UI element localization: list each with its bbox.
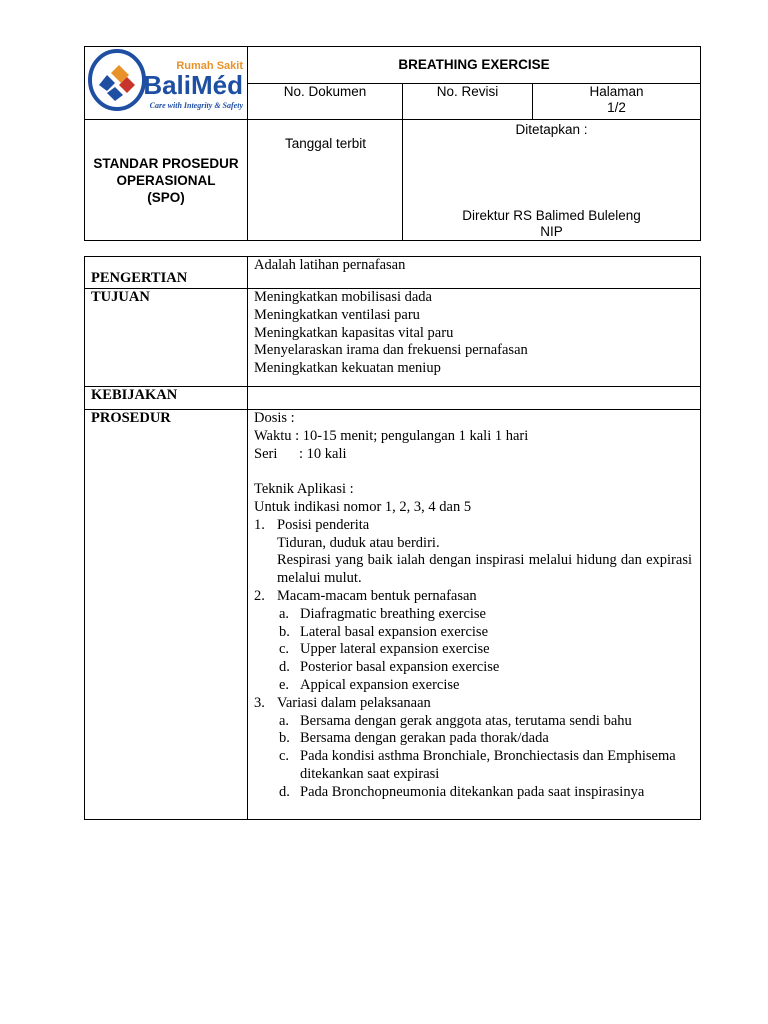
indikasi-text: Untuk indikasi nomor 1, 2, 3, 4 dan 5 [254, 498, 472, 515]
tujuan-list [248, 289, 701, 387]
tujuan-item: Meningkatkan ventilasi paru [254, 306, 420, 323]
ditetapkan-label: Ditetapkan : [515, 122, 588, 137]
no-revisi-label: No. Revisi [403, 83, 533, 120]
spo-line-1: STANDAR PROSEDUR [93, 155, 239, 171]
procedure-step [254, 695, 692, 802]
dosis-label: Dosis : [254, 409, 295, 426]
pengertian-label: PENGERTIAN [85, 257, 248, 289]
kebijakan-label: KEBIJAKAN [85, 386, 248, 409]
step-subitem: b. Lateral basal expansion exercise [279, 623, 489, 640]
spo-line-2: OPERASIONAL [116, 172, 216, 188]
teknik-label: Teknik Aplikasi : [254, 481, 354, 498]
nip-label: NIP [540, 224, 563, 239]
ditetapkan-cell [403, 120, 701, 241]
step-subitems [277, 713, 692, 802]
tujuan-item: Menyelaraskan irama dan frekuensi pernafasan [254, 342, 528, 359]
step-number: 1. [254, 516, 265, 533]
tujuan-item: Meningkatkan kekuatan meniup [254, 360, 441, 377]
step-title: Macam-macam bentuk pernafasan [277, 587, 477, 604]
prosedur-label: PROSEDUR [85, 409, 248, 819]
tujuan-item: Meningkatkan mobilisasi dada [254, 289, 432, 305]
tanggal-terbit-label: Tanggal terbit [248, 120, 403, 241]
step-title: Variasi dalam pelaksanaan [277, 694, 431, 711]
step-subitems [277, 606, 692, 695]
step-subitem: b. Bersama dengan gerakan pada thorak/dada [279, 730, 549, 747]
document-title: BREATHING EXERCISE [248, 47, 701, 84]
prosedur-content [248, 409, 701, 819]
halaman-cell [533, 83, 701, 120]
procedure-steps [254, 517, 692, 802]
step-number: 2. [254, 587, 265, 604]
spacer [254, 463, 692, 481]
logo-tagline-text: Care with Integrity & Safety [149, 101, 243, 110]
seri-row [254, 446, 692, 464]
logo-brand-text: BaliMéd [143, 70, 243, 100]
no-dokumen-label: No. Dokumen [248, 83, 403, 120]
halaman-value: 1/2 [607, 99, 626, 115]
spo-content-table [84, 256, 701, 820]
step-subitem: a. Bersama dengan gerak anggota atas, terutama sendi bahu [279, 712, 632, 729]
halaman-label: Halaman [589, 83, 644, 99]
seri-label: Seri [254, 445, 278, 462]
step-title: Posisi penderita [277, 516, 370, 533]
direktur-label: Direktur RS Balimed Buleleng [462, 208, 641, 223]
step-line: Respirasi yang baik ialah dengan inspirasi melalui hidung dan expirasi melalui mulut. [277, 552, 692, 587]
balimed-logo-icon [85, 47, 248, 116]
step-subitem: c. Pada kondisi asthma Bronchiale, Bronchiectasis dan Emphisema ditekankan saat expirasi [279, 748, 676, 782]
pengertian-text: Adalah latihan pernafasan [248, 257, 701, 289]
procedure-step [254, 588, 692, 695]
hospital-logo [85, 47, 248, 120]
step-subitem: d. Posterior basal expansion exercise [279, 659, 500, 676]
step-subitem: a. Diafragmatic breathing exercise [279, 605, 486, 622]
spo-line-3: (SPO) [147, 189, 185, 205]
step-subitem: c. Upper lateral expansion exercise [279, 641, 490, 658]
procedure-step [254, 517, 692, 588]
seri-value: : 10 kali [299, 445, 347, 462]
step-subitem: e. Appical expansion exercise [279, 676, 460, 693]
tujuan-item: Meningkatkan kapasitas vital paru [254, 324, 454, 341]
document-header-table [84, 46, 701, 241]
spo-title-cell [85, 120, 248, 241]
waktu-text: Waktu : 10-15 menit; pengulangan 1 kali 1 hari [254, 427, 529, 444]
step-line: Tiduran, duduk atau berdiri. [277, 534, 440, 551]
tujuan-label: TUJUAN [85, 289, 248, 387]
logo-top-text: Rumah Sakit [176, 60, 243, 72]
step-number: 3. [254, 694, 265, 711]
step-subitem: d. Pada Bronchopneumonia ditekankan pada saat inspirasinya [279, 783, 645, 800]
kebijakan-text [248, 386, 701, 409]
